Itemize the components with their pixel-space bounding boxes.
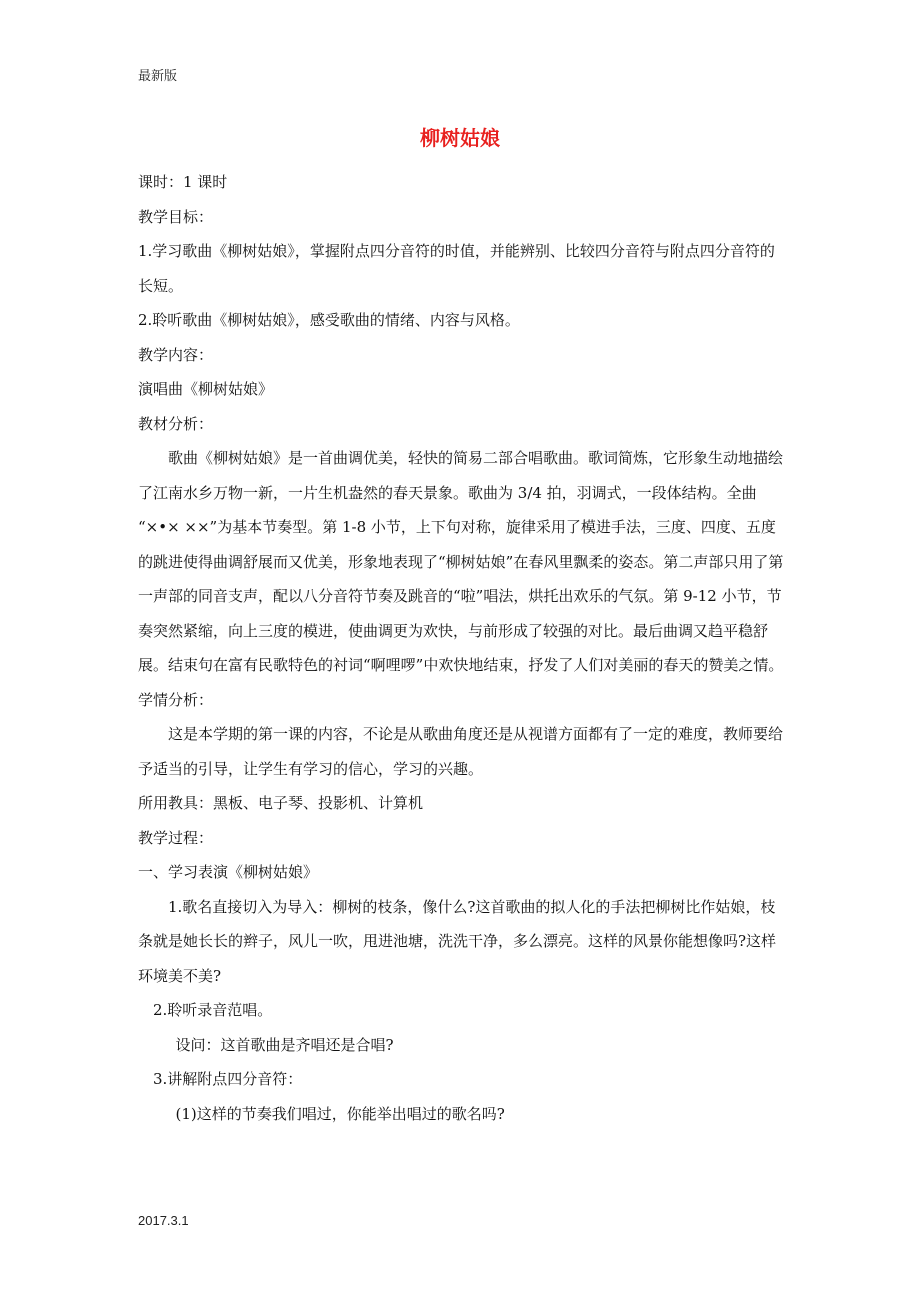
process-item-2: 2.聆听录音范唱。 — [153, 1001, 273, 1019]
goal-item-1: 1.学习歌曲《柳树姑娘》，掌握附点四分音符的时值，并能辨别、比较四分音符与附点四分音符的长短。 — [138, 242, 775, 295]
analysis-paragraph: 歌曲《柳树姑娘》是一首曲调优美，轻快的简易二部合唱歌曲。歌词简炼，它形象生动地描绘了江南水乡万物一新，一片生机盎然的春天景象。歌曲为 3/4 拍，羽调式，一段体结构。全曲 “×•× ××”为基本节奏型。第 1-8 小节，上下句对称，旋律采用了模进手法，三度、四度、五度的跳进使得曲调舒展而又优美，形象地表现了“柳树姑娘”在春风里飘柔的姿态。第二声部只用了第一声部的同音支声，配以八分音符节奏及跳音的“啦”唱法，烘托出欢乐的气氛。第 9-12 小节，节奏突然紧缩，向上三度的模进，使曲调更为欢快，与前形成了较强的对比。最后曲调又趋平稳舒展。结束句在富有民歌特色的衬词“啊哩啰”中欢快地结束，抒发了人们对美丽的春天的赞美之情。学情分析： — [138, 449, 784, 709]
page-header: 最新版 — [138, 69, 178, 84]
process-question: 设问：这首歌曲是齐唱还是合唱? — [175, 1035, 394, 1054]
content-text: 演唱曲《柳树姑娘》 — [138, 380, 274, 398]
process-subitem-1: (1)这样的节奏我们唱过，你能举出唱过的歌名吗? — [175, 1104, 505, 1123]
teaching-aids: 所用教具：黑板、电子琴、投影机、计算机 — [138, 794, 424, 812]
page-footer-date: 2017.3.1 — [138, 1213, 189, 1228]
section-heading-process: 教学过程： — [138, 828, 214, 847]
learner-analysis-paragraph: 这是本学期的第一课的内容，不论是从歌曲角度还是从视谱方面都有了一定的难度，教师要给予适当的引导，让学生有学习的信心，学习的兴趣。 — [138, 725, 784, 778]
document-body — [138, 165, 788, 1131]
goal-item-2: 2.聆听歌曲《柳树姑娘》，感受歌曲的情绪、内容与风格。 — [138, 311, 520, 329]
process-item-1: 1.歌名直接切入为导入：柳树的枝条，像什么?这首歌曲的拟人化的手法把柳树比作姑娘，枝条就是她长长的辫子，风儿一吹，甩进池塘，洗洗干净，多么漂亮。这样的风景你能想像吗?这样环境美不美? — [138, 897, 777, 985]
process-item-3: 3.讲解附点四分音符： — [153, 1070, 303, 1088]
process-step-1-heading: 一、学习表演《柳树姑娘》 — [138, 863, 319, 881]
lesson-hours: 课时：1 课时 — [138, 173, 228, 191]
section-heading-goals: 教学目标： — [138, 207, 214, 226]
section-heading-content: 教学内容： — [138, 345, 214, 364]
document-title: 柳树姑娘 — [420, 126, 500, 150]
section-heading-analysis: 教材分析： — [138, 414, 214, 433]
